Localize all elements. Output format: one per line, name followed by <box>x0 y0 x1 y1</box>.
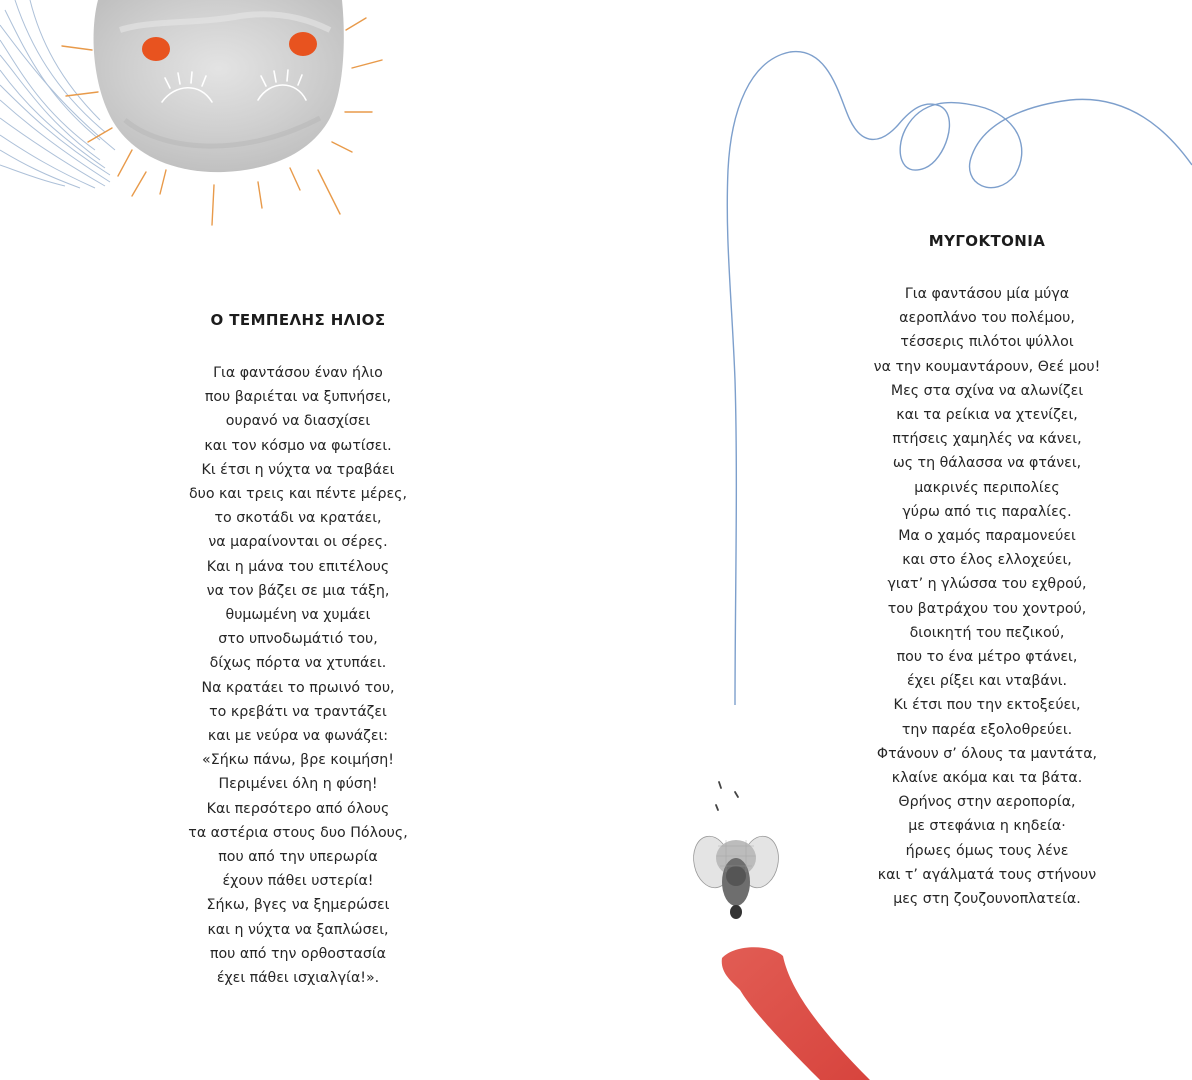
verse-line: ήρωες όμως τους λένε <box>905 842 1069 859</box>
verse-line: στο υπνοδωμάτιό του, <box>218 631 378 648</box>
poem-title: ΜΥΓΟΚΤΟΝΙΑ <box>928 232 1046 250</box>
verse-line: να μαραίνονται οι σέρες. <box>208 534 388 551</box>
verse-line: αεροπλάνο του πολέμου, <box>899 310 1075 327</box>
verse-line: Σήκω, βγες να ξημερώσει <box>206 897 390 914</box>
verse-line: και τ’ αγάλματά τους στήνουν <box>877 866 1097 883</box>
verse-line: πτήσεις χαμηλές να κάνει, <box>892 431 1082 448</box>
verse-line: γύρω από τις παραλίες. <box>902 503 1072 520</box>
verse-line: το κρεβάτι να τραντάζει <box>209 703 387 720</box>
poem-lazy-sun <box>148 310 448 990</box>
verse-line: Θρήνος στην αεροπορία, <box>898 794 1076 811</box>
verse-line: και στο έλος ελλοχεύει, <box>902 552 1072 569</box>
verse-line: γιατ’ η γλώσσα του εχθρού, <box>887 576 1087 593</box>
fly-illustration <box>689 833 783 919</box>
verse-line: που βαριέται να ξυπνήσει, <box>204 389 392 406</box>
sun-face-illustration <box>94 0 344 172</box>
verse-line: δυο και τρεις και πέντε μέρες, <box>188 486 408 503</box>
verse-line: τέσσερις πιλότοι ψύλλοι <box>900 334 1074 351</box>
verse-line: «Σήκω πάνω, βρε κοιμήση! <box>202 752 394 769</box>
verse-line: να την κουμαντάρουν, Θεέ μου! <box>873 358 1101 375</box>
poem-title: Ο ΤΕΜΠΕΛΗΣ ΗΛΙΟΣ <box>210 311 386 329</box>
verse-line: που το ένα μέτρο φτάνει, <box>896 649 1078 666</box>
verse-line: Κι έτσι που την εκτοξεύει, <box>893 697 1081 714</box>
verse-line: το σκοτάδι να κρατάει, <box>214 510 382 527</box>
verse-line: τα αστέρια στους δυο Πόλους, <box>188 824 408 841</box>
verse-line: θυμωμένη να χυμάει <box>225 607 371 624</box>
verse-line: του βατράχου του χοντρού, <box>887 600 1087 617</box>
verse-line: ουρανό να διασχίσει <box>225 413 371 430</box>
verse-line: την παρέα εξολοθρεύει. <box>901 721 1073 738</box>
verse-line: Για φαντάσου μία μύγα <box>904 286 1070 302</box>
verse-line: Φτάνουν σ’ όλους τα μαντάτα, <box>876 745 1098 762</box>
verse-line: Περιμένει όλη η φύση! <box>218 776 378 793</box>
sun-right-eye <box>289 32 317 56</box>
verse-line: με στεφάνια η κηδεία· <box>908 818 1066 835</box>
verse-line: και τα ρείκια να χτενίζει, <box>896 407 1078 424</box>
poem-verses <box>837 282 1137 911</box>
verse-line: να τον βάζει σε μια τάξη, <box>206 582 390 599</box>
verse-line: και η νύχτα να ξαπλώσει, <box>207 921 389 938</box>
verse-line: έχει ρίξει και νταβάνι. <box>906 673 1068 690</box>
sun-left-eye <box>142 37 170 61</box>
verse-line: Μες στα σχίνα να αλωνίζει <box>890 382 1084 399</box>
verse-line: Να κρατάει το πρωινό του, <box>201 679 395 696</box>
frog-tongue-illustration <box>722 947 870 1080</box>
verse-line: μες στη ζουζουνοπλατεία. <box>893 891 1081 908</box>
verse-line: δίχως πόρτα να χτυπάει. <box>209 655 387 672</box>
verse-line: κλαίνε ακόμα και τα βάτα. <box>891 770 1083 787</box>
verse-line: Μα ο χαμός παραμονεύει <box>898 528 1076 545</box>
poem-verses <box>148 361 448 990</box>
verse-line: έχουν πάθει υστερία! <box>222 873 374 890</box>
verse-line: μακρινές περιπολίες <box>914 479 1060 496</box>
verse-line: Για φαντάσου έναν ήλιο <box>213 365 383 381</box>
verse-line: Κι έτσι η νύχτα να τραβάει <box>201 461 395 478</box>
verse-line: και με νεύρα να φωνάζει: <box>207 728 389 745</box>
verse-line: έχει πάθει ισχιαλγία!». <box>216 970 380 987</box>
verse-line: που από την υπερωρία <box>218 849 378 866</box>
verse-line: διοικητή του πεζικού, <box>909 624 1065 641</box>
verse-line: Και περσότερο από όλους <box>206 800 390 817</box>
verse-line: Και η μάνα του επιτέλους <box>206 558 390 575</box>
verse-line: ως τη θάλασσα να φτάνει, <box>892 455 1082 472</box>
flying-specks <box>716 782 738 810</box>
verse-line: και τον κόσμο να φωτίσει. <box>204 437 392 454</box>
poem-fly-slaughter <box>837 231 1137 911</box>
verse-line: που από την ορθοστασία <box>209 945 387 962</box>
